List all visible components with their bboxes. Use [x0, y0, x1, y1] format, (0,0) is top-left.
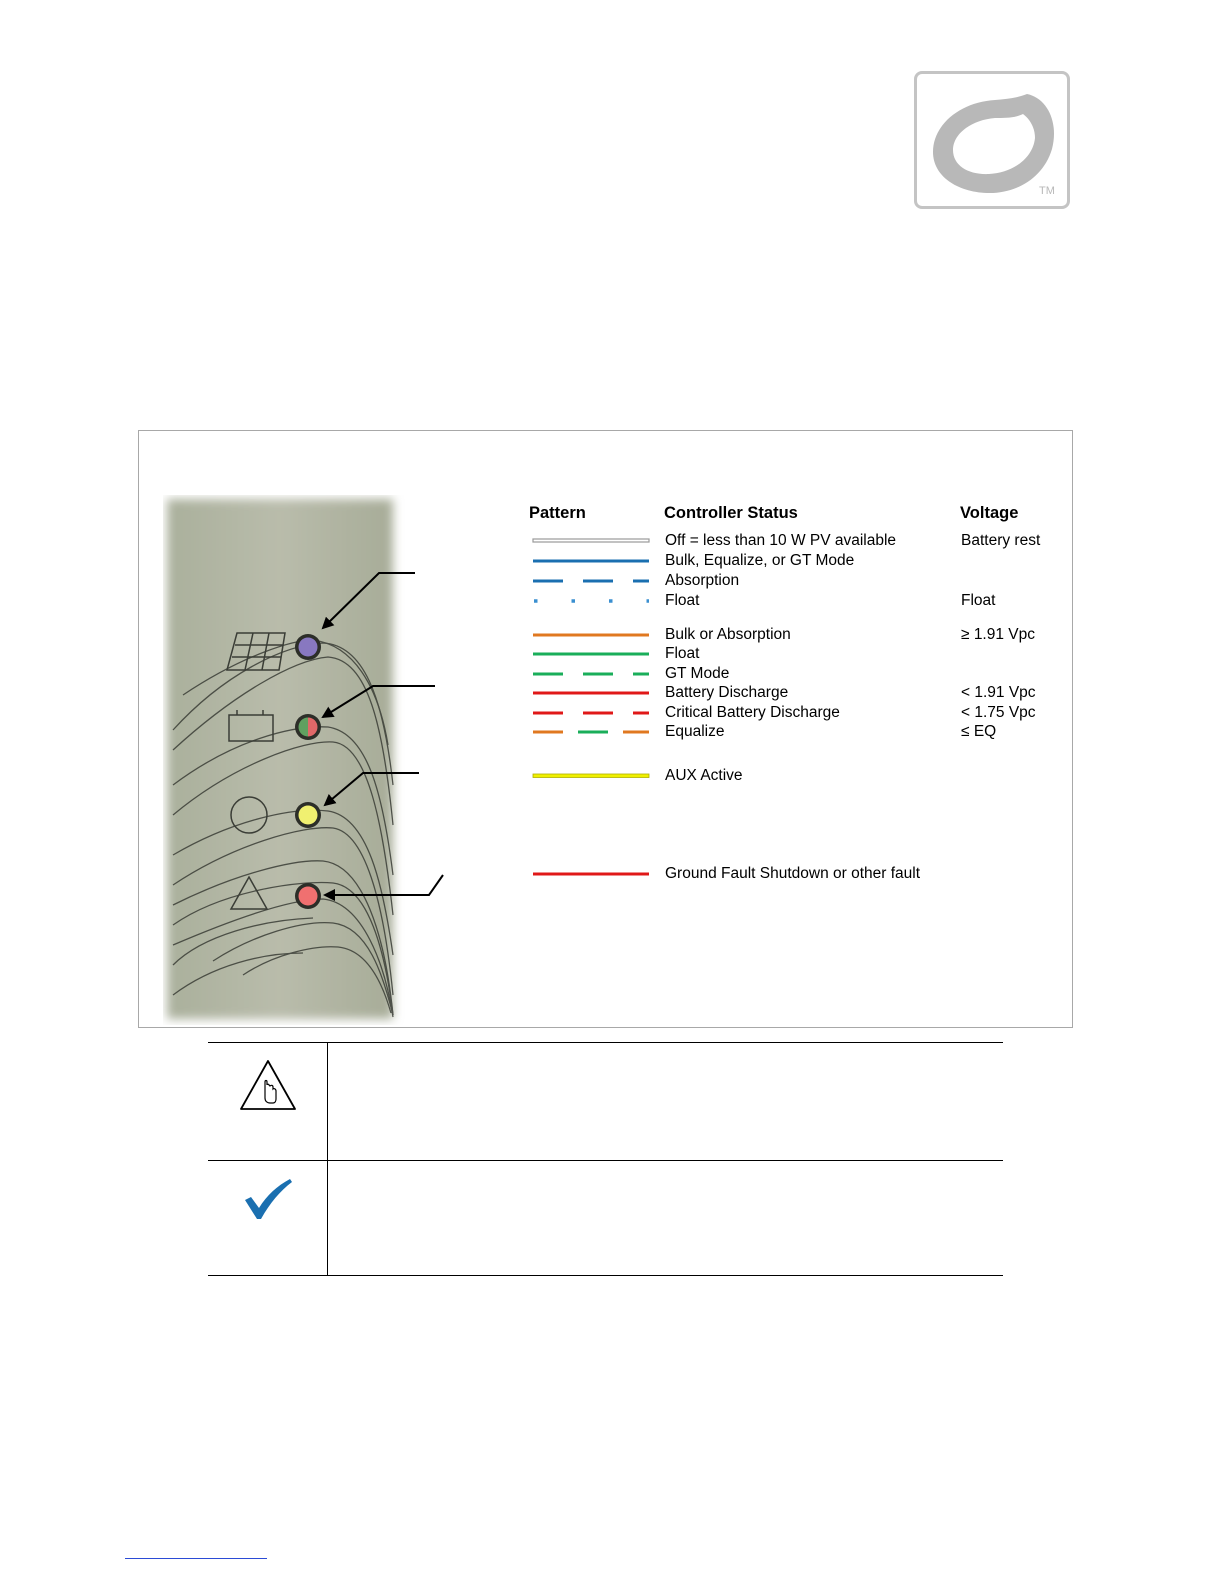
pattern-yellow-outline	[533, 774, 649, 778]
legend-row-battery-discharge	[529, 683, 1069, 703]
arrow-solar	[323, 573, 415, 628]
pattern-double-outline	[533, 539, 649, 542]
legend-status: AUX Active	[665, 767, 743, 784]
arrow-aux	[325, 773, 419, 805]
legend-status: Equalize	[665, 723, 725, 740]
legend-row-float-blue	[529, 591, 1069, 611]
legend-status: Absorption	[665, 572, 740, 589]
legend-voltage: Float	[961, 592, 996, 609]
legend-voltage: ≤ EQ	[961, 723, 997, 740]
notes-table	[208, 1042, 1003, 1277]
indicator-figure	[138, 430, 1073, 1028]
legend-status: Critical Battery Discharge	[665, 704, 840, 721]
ring-logo-icon	[917, 74, 1067, 206]
legend-row-absorption	[529, 571, 1069, 591]
legend-status: Float	[665, 592, 700, 609]
legend-row-bulk	[529, 551, 1069, 571]
legend-row-equalize	[529, 722, 1069, 742]
legend-voltage: < 1.75 Vpc	[961, 704, 1036, 721]
legend-status: Ground Fault Shutdown or other fault	[665, 865, 921, 882]
legend-status: Bulk, Equalize, or GT Mode	[665, 552, 855, 569]
important-hand-icon	[238, 1058, 298, 1112]
legend-voltage: ≥ 1.91 Vpc	[961, 626, 1035, 643]
arrow-fault	[325, 875, 443, 895]
legend-header-pattern: Pattern	[529, 504, 586, 522]
notes-column-divider	[327, 1042, 328, 1276]
legend-row-critical-discharge	[529, 703, 1069, 723]
legend-row-off	[529, 531, 1069, 551]
footer-link[interactable]	[125, 1558, 267, 1559]
legend-status: GT Mode	[665, 665, 730, 682]
checkmark-icon	[242, 1178, 294, 1222]
legend-status: Float	[665, 645, 700, 662]
arrow-battery	[323, 686, 435, 717]
legend-row-float-green	[529, 644, 1069, 664]
brand-logo	[914, 71, 1070, 209]
legend-status: Bulk or Absorption	[665, 626, 791, 643]
legend-voltage: < 1.91 Vpc	[961, 684, 1036, 701]
legend-voltage: Battery rest	[961, 532, 1041, 549]
legend-header-status: Controller Status	[664, 504, 798, 522]
svg-text:TM: TM	[1039, 185, 1055, 197]
legend-header-voltage: Voltage	[960, 504, 1019, 522]
legend-row-bulk-absorption	[529, 625, 1069, 645]
legend-row-ground-fault	[529, 864, 1069, 884]
legend-status: Battery Discharge	[665, 684, 789, 701]
legend-row-aux-active	[529, 766, 1069, 786]
legend-status: Off = less than 10 W PV available	[665, 532, 897, 549]
legend-row-gt-mode	[529, 664, 1069, 684]
